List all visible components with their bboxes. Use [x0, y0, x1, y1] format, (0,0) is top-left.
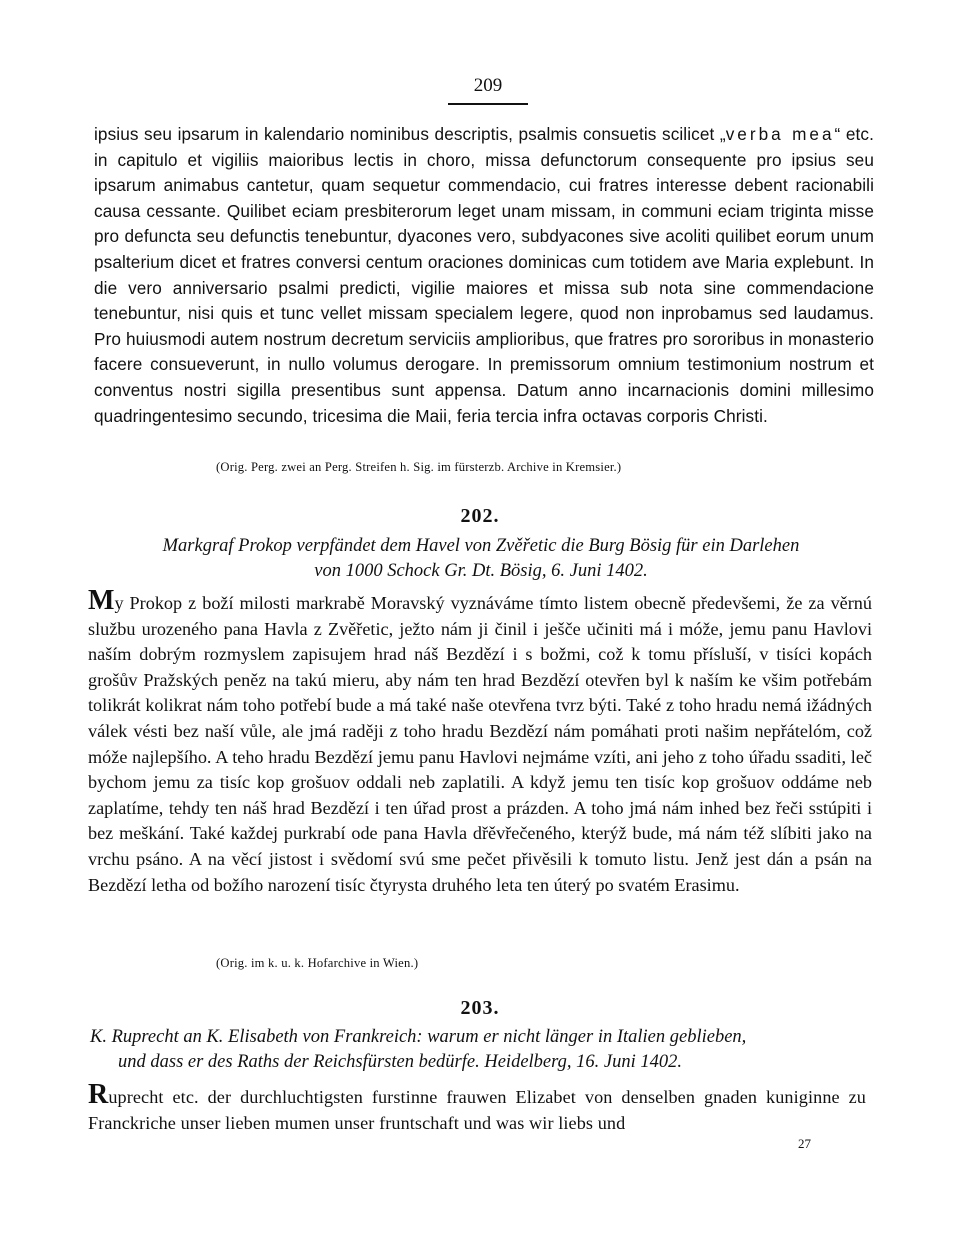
page-number: 209	[473, 75, 503, 96]
intro-text-start: ipsius seu ipsarum in kalendario nominibus descriptis, psalmis consuetis scilicet „	[94, 124, 726, 144]
page-number-rule	[448, 103, 528, 105]
intro-text-end: “ etc. in capitulo et vigiliis maioribus lectis in choro, missa defunctorum consequente pro ipsius seu ipsarum animabus cantetur, quam sequetur commendacio, cui fratres interesse debent racionabili causa cessante. Quilibet eciam presbiterorum leget unam missam, in communi eciam triginta misse pro defuncta seu defunctis tenebuntur, dyacones vero, subdyacones sive acoliti quilibet eorum unum psalterium dicet et fratres conversi centum oraciones dominicas cum totidem ave Maria explebunt. In die vero anniversario psalmi predicti, vigilie maiores et missa sub nota sine commendacione tenebuntur, nisi quis et tunc vellet missam specialem legere, quod non inprobamus sed laudamus. Pro huiusmodi autem nostrum decretum serviciis amplioribus, que fratres pro sororibus in monasterio facere consueverunt, in nullo volumus derogare. In premissorum omnium testimonium nostrum et conventus nostri sigilla presentibus sunt appensa. Datum anno incarnacionis domini millesimo quadringentesimo secundo, tricesima die Maii, feria tercia infra octavas corporis Christi.	[94, 124, 874, 426]
source-note-intro: (Orig. Perg. zwei an Perg. Streifen h. Sig. im fürsterzb. Archive in Kremsier.)	[216, 460, 622, 474]
initial-letter-202: M	[88, 585, 115, 616]
heading-203-line-2: und dass er des Raths der Reichsfürsten bedürfe. Heidelberg, 16. Juni 1402.	[118, 1052, 682, 1072]
document-heading-202	[90, 534, 872, 584]
charter-paragraph-202	[88, 585, 872, 898]
document-number-203: 203.	[460, 997, 500, 1019]
charter-text-202: y Prokop z boží milosti markrabě Moravský vyznáváme tímto listem obecně předevšemi, že za věrnú službu urozeného pana Havla z Zvěřetic, ježto nám ji činil i ješče učiniti má i móže, jemu panu Havlovi naším dobrým rozmyslem zapisujem hrad náš Bezdězí i s božmi, což k tomu přísluší, v tisíci kopách grošův Pražských peněz na takú mieru, aby nám ten hrad Bezdězí otevřen byl k naším ke všim potřebám tolikrát kolikrat nám toho potřebí bude a má také naše otevřena tvrz býti. Také z toho hradu nemá ižádných válek vésti bez naší vůle, ale jmá raději z toho hradu Bezdězí nám pomáhati proti našim nepřátelóm, což móže najlepšího. A teho hradu Bezdězí jemu panu Havlovi nejmáme vzíti, ani jeho z toho úřadu ssaditi, leč bychom jemu za tisíc kop grošuov oddali neb zaplatili. A když jemu ten tisíc kop grošuov oddáme neb zaplatíme, tehdy ten náš hrad Bezdězí i ten úřad prost a prázden. A toho jmá nám inhed bez řeči sstúpiti i bez meškání. Také každej purkrabí ode pana Havla dřěvřečeného, kterýž bude, má nám též slíbiti jako na vrchu psáno. A na věcí jistost i svědomí svú sme pečet přivěsili k tomuto listu. Jenž jest dán a psán na Bezdězí letha od božího narození tisíc čtyrysta druhého leta ten úterý po svatém Erasimu.	[88, 593, 872, 895]
signature-mark: 27	[798, 1136, 811, 1151]
intro-spaced-phrase: verba mea	[725, 124, 835, 144]
heading-202-line-1: Markgraf Prokop verpfändet dem Havel von Zvěřetic die Burg Bösig für ein Darlehen	[162, 536, 800, 556]
initial-letter-203: R	[88, 1079, 109, 1110]
intro-paragraph	[94, 122, 874, 429]
document-heading-203	[90, 1025, 872, 1075]
letter-text-203: uprecht etc. der durchluchtigsten furstinne frauwen Elizabet von denselben gnaden kuniginne zu Franckriche unser lieben mumen unser fruntschaft und was wir liebs und	[88, 1087, 866, 1133]
letter-paragraph-203	[88, 1079, 866, 1136]
source-note-202: (Orig. im k. u. k. Hofarchive in Wien.)	[216, 956, 419, 970]
heading-202-line-2: von 1000 Schock Gr. Dt. Bösig, 6. Juni 1402.	[314, 561, 648, 581]
document-number-202: 202.	[460, 505, 500, 527]
heading-203-line-1: K. Ruprecht an K. Elisabeth von Frankreich: warum er nicht länger in Italien geblieben,	[90, 1027, 747, 1047]
